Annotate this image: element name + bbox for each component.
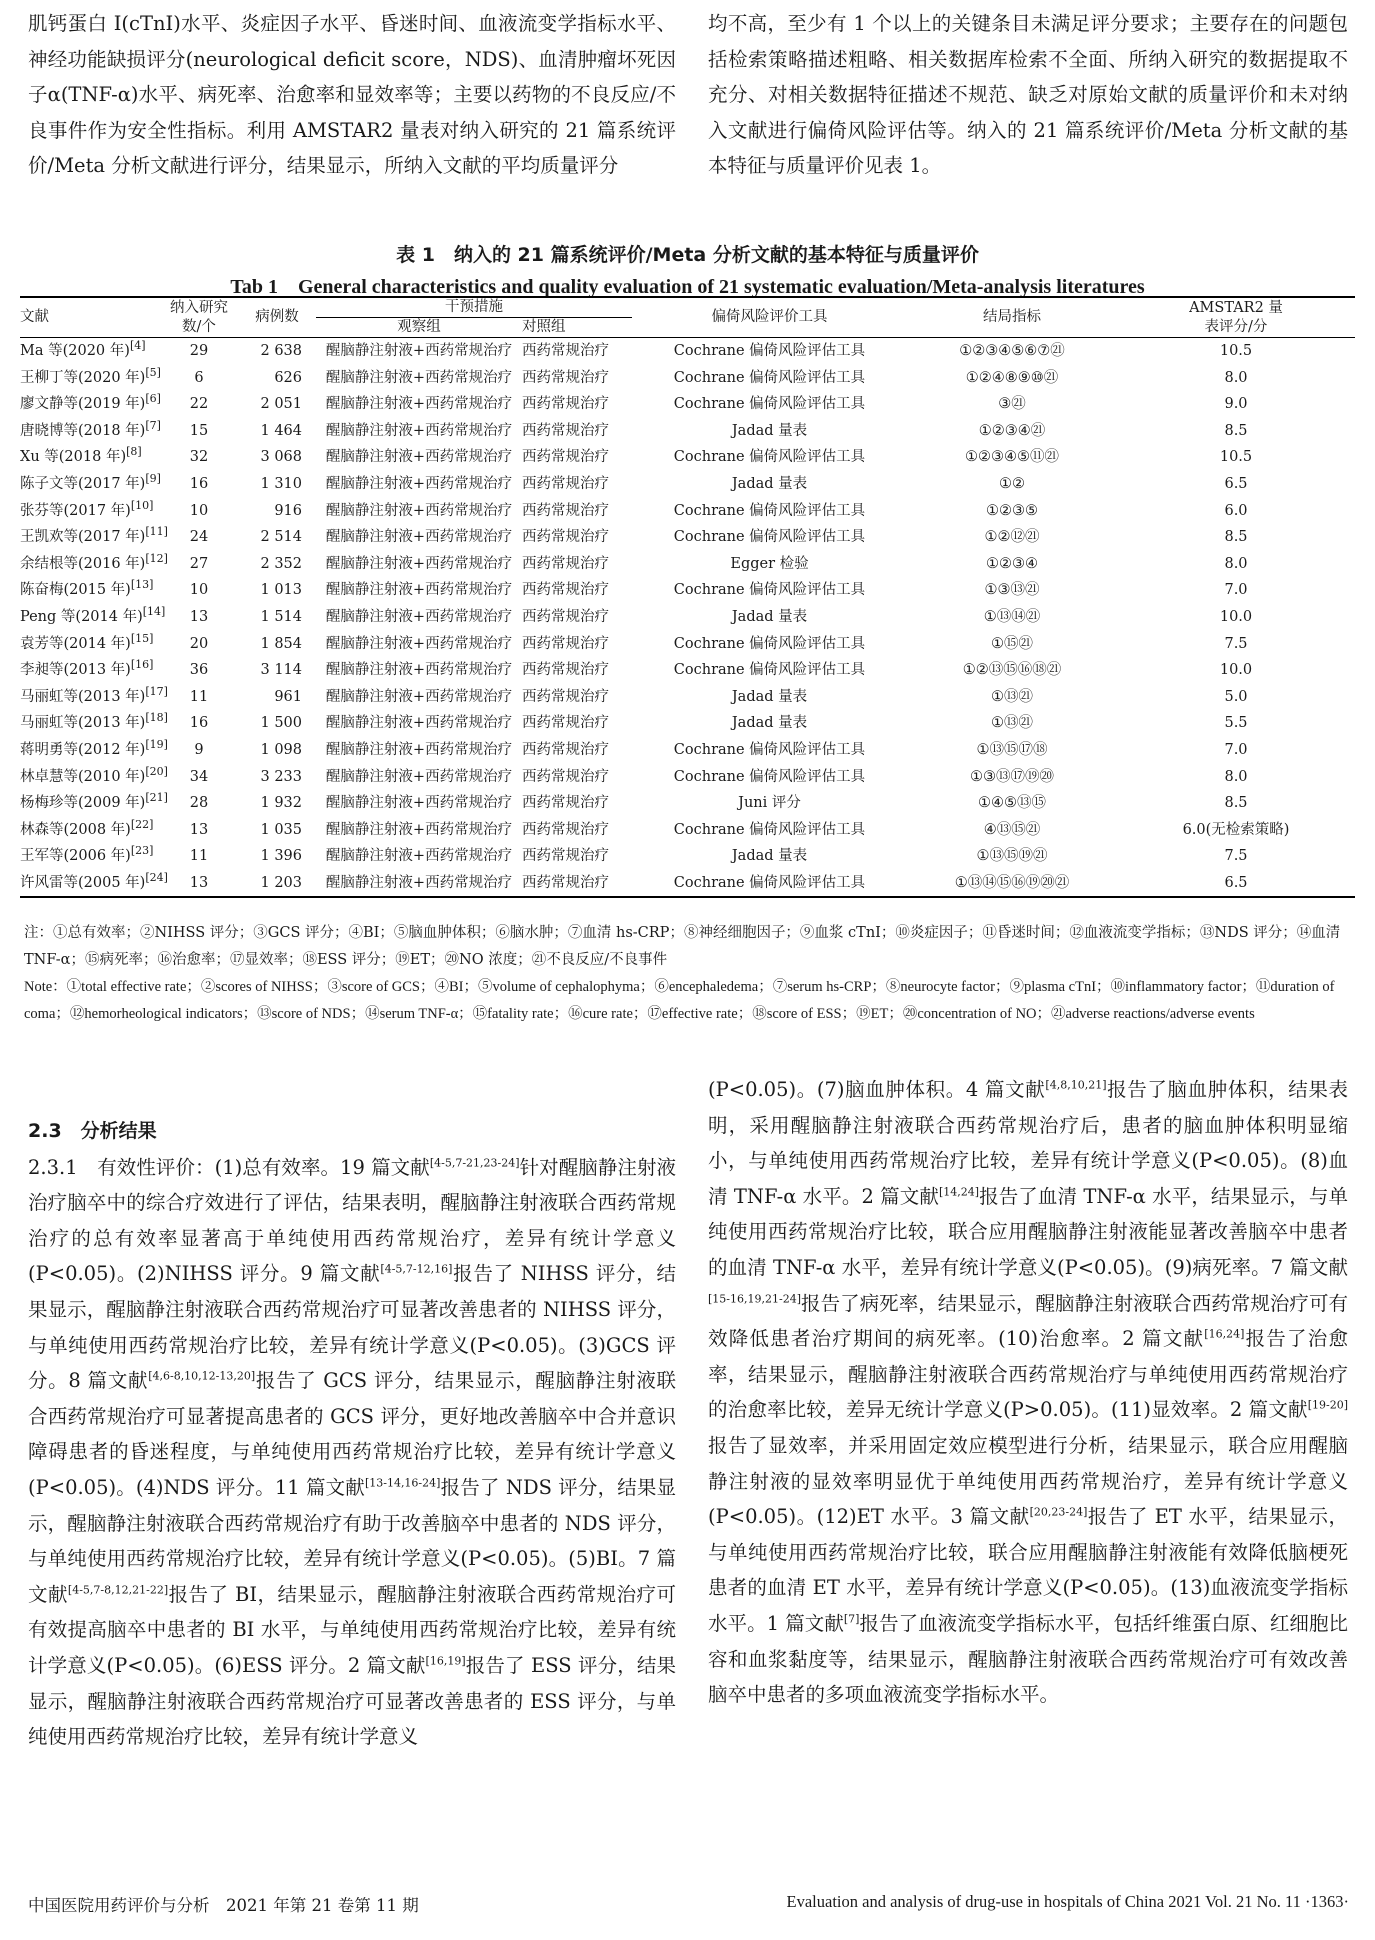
cell-tool: Cochrane 偏倚风险评估工具 bbox=[673, 369, 866, 386]
cell-tool: Egger 检验 bbox=[730, 555, 809, 572]
cell-outcome: ①②③④㉑ bbox=[978, 422, 1046, 439]
table-notes bbox=[24, 920, 1354, 1028]
table-row bbox=[20, 551, 1355, 578]
cell-n: 11 bbox=[189, 688, 209, 705]
cell-outcome: ①⑬⑭㉑ bbox=[983, 608, 1041, 625]
cell-outcome: ①⑬㉑ bbox=[991, 688, 1033, 705]
cell-tool: Jadad 量表 bbox=[731, 422, 808, 439]
cell-lit: 马丽虹等(2013 年)[17] bbox=[20, 684, 168, 705]
characteristics-table bbox=[20, 296, 1355, 898]
cell-cases: 2 051 bbox=[260, 396, 302, 413]
cell-cases: 3 114 bbox=[260, 662, 302, 679]
table-row bbox=[20, 657, 1355, 684]
cell-ctrl: 西药常规治疗 bbox=[522, 635, 609, 652]
header-intervention: 干预措施 bbox=[316, 297, 632, 318]
table-row bbox=[20, 870, 1355, 898]
cell-lit: 杨梅珍等(2009 年)[21] bbox=[20, 791, 168, 812]
cell-ctrl: 西药常规治疗 bbox=[522, 821, 609, 838]
cell-lit: 陈奋梅(2015 年)[13] bbox=[20, 578, 154, 599]
cell-obs: 醒脑静注射液+西药常规治疗 bbox=[325, 795, 513, 812]
table-row bbox=[20, 418, 1355, 445]
table-row bbox=[20, 471, 1355, 498]
cell-score: 7.0 bbox=[1224, 741, 1248, 758]
header-amstar: AMSTAR2 量 表评分/分 bbox=[1117, 297, 1355, 338]
cell-outcome: ①②④⑧⑨⑩㉑ bbox=[965, 369, 1059, 386]
header-study-count: 纳入研究 数/个 bbox=[160, 297, 238, 338]
cell-outcome: ①③⑬⑰⑲⑳ bbox=[970, 768, 1054, 785]
table-row bbox=[20, 498, 1355, 525]
cell-outcome: ①②③④⑤⑪㉑ bbox=[965, 449, 1059, 466]
table-row bbox=[20, 631, 1355, 658]
cell-cases: 1 310 bbox=[260, 475, 302, 492]
paragraph: (P<0.05)。(7)脑血肿体积。4 篇文献[4,8,10,21]报告了脑血肿体积，结果表明，采用醒脑静注射液联合西药常规治疗后，患者的脑血肿体积明显缩小，与单纯使用西药常规治疗比较，差异有统计学意义(P<0.05)。(8)血清 TNF-α 水平。2 篇文献[14,24]报告了血清 TNF-α 水平，结果显示，与单纯使用西药常规治疗比较，联合应用醒脑静注射液能显著改善脑卒中患者的血清 TNF-α 水平，差异有统计学意义(P<0.05)。(9)病死率。7 篇文献[15-16,19,21-24]报告了病死率，结果显示，醒脑静注射液联合西药常规治疗可有效降低患者治疗期间的病死率。(10)治愈率。2 篇文献[16,24]报告了治愈率，结果显示，醒脑静注射液联合西药常规治疗与单纯使用西药常规治疗的治愈率比较，差异无统计学意义(P>0.05)。(11)显效率。2 篇文献[19-20]报告了显效率，并采用固定效应模型进行分析，结果显示，联合应用醒脑静注射液的显效率明显优于单纯使用西药常规治疗，差异有统计学意义(P<0.05)。(12)ET 水平。3 篇文献[20,23-24]报告了 ET 水平，结果显示，与单纯使用西药常规治疗比较，联合应用醒脑静注射液能有效降低脑梗死患者的血清 ET 水平，差异有统计学意义(P<0.05)。(13)血液流变学指标水平。1 篇文献[7]报告了血液流变学指标水平，包括纤维蛋白原、红细胞比容和血浆黏度等，结果显示，醒脑静注射液联合西药常规治疗可有效改善脑卒中患者的多项血液流变学指标水平。 bbox=[708, 1078, 1348, 1707]
cell-obs: 醒脑静注射液+西药常规治疗 bbox=[325, 529, 513, 546]
cell-obs: 醒脑静注射液+西药常规治疗 bbox=[316, 870, 522, 898]
cell-outcome: ①⑬⑭⑮⑯⑲⑳㉑ bbox=[907, 870, 1117, 898]
table-row bbox=[20, 365, 1355, 392]
cell-lit: 王军等(2006 年)[23] bbox=[20, 844, 154, 865]
journal-footer: 中国医院用药评价与分析 2021 年第 21 卷第 11 期 bbox=[28, 1896, 419, 1915]
cell-cases: 1 203 bbox=[238, 870, 316, 898]
cell-tool: Cochrane 偏倚风险评估工具 bbox=[673, 529, 866, 546]
cell-obs: 醒脑静注射液+西药常规治疗 bbox=[325, 343, 513, 359]
cell-obs: 醒脑静注射液+西药常规治疗 bbox=[325, 396, 513, 413]
paragraph: 2.3.1 有效性评价：(1)总有效率。19 篇文献[4-5,7-21,23-24]针对醒脑静注射液治疗脑卒中的综合疗效进行了评估，结果表明，醒脑静注射液联合西药常规治疗的总有效率显著高于单纯使用西药常规治疗，差异有统计学意义(P<0.05)。(2)NIHSS 评分。9 篇文献[4-5,7-12,16]报告了 NIHSS 评分，结果显示，醒脑静注射液联合西药常规治疗可显著改善患者的 NIHSS 评分，与单纯使用西药常规治疗比较，差异有统计学意义(P<0.05)。(3)GCS 评分。8 篇文献[4,6-8,10,12-13,20]报告了 GCS 评分，结果显示，醒脑静注射液联合西药常规治疗可显著提高患者的 GCS 评分，更好地改善脑卒中合并意识障碍患者的昏迷程度，与单纯使用西药常规治疗比较，差异有统计学意义(P<0.05)。(4)NDS 评分。11 篇文献[13-14,16-24]报告了 NDS 评分，结果显示，醒脑静注射液联合西药常规治疗有助于改善脑卒中患者的 NDS 评分，与单纯使用西药常规治疗比较，差异有统计学意义(P<0.05)。(5)BI。7 篇文献[4-5,7-8,12,21-22]报告了 BI，结果显示，醒脑静注射液联合西药常规治疗可有效提高脑卒中患者的 BI 水平，与单纯使用西药常规治疗比较，差异有统计学意义(P<0.05)。(6)ESS 评分。2 篇文献[16,19]报告了 ESS 评分，结果显示，醒脑静注射液联合西药常规治疗可显著改善患者的 ESS 评分，与单纯使用西药常规治疗比较，差异有统计学意义 bbox=[28, 1155, 677, 1749]
table-title-en: Tab 1 General characteristics and quality evaluation of 21 systematic evaluation/Meta-analysis literatures bbox=[230, 276, 1145, 298]
cell-tool: Cochrane 偏倚风险评估工具 bbox=[673, 635, 866, 652]
results-text-right bbox=[708, 1072, 1348, 1713]
cell-outcome: ④⑬⑮㉑ bbox=[983, 821, 1041, 838]
cell-ctrl: 西药常规治疗 bbox=[522, 741, 609, 758]
cell-lit: 陈子文等(2017 年)[9] bbox=[20, 472, 161, 492]
cell-ctrl: 西药常规治疗 bbox=[522, 422, 609, 439]
cell-n: 20 bbox=[189, 635, 209, 652]
cell-n: 10 bbox=[189, 582, 209, 599]
cell-score: 6.0(无检索策略) bbox=[1182, 821, 1290, 838]
cell-tool: Cochrane 偏倚风险评估工具 bbox=[673, 582, 866, 599]
cell-n: 28 bbox=[189, 795, 209, 812]
cell-n: 13 bbox=[189, 821, 209, 838]
table-row bbox=[20, 790, 1355, 817]
cell-cases: 1 013 bbox=[260, 582, 302, 599]
cell-cases: 1 035 bbox=[260, 821, 302, 838]
cell-outcome: ①②③④⑤⑥⑦㉑ bbox=[959, 343, 1065, 359]
cell-score: 10.0 bbox=[1219, 662, 1253, 679]
cell-score: 7.5 bbox=[1224, 635, 1248, 652]
cell-cases: 2 514 bbox=[260, 529, 302, 546]
cell-tool: Jadad 量表 bbox=[731, 848, 808, 865]
cell-ctrl: 西药常规治疗 bbox=[522, 369, 609, 386]
cell-cases: 1 854 bbox=[260, 635, 302, 652]
cell-score: 9.0 bbox=[1224, 396, 1248, 413]
cell-lit: Xu 等(2018 年)[8] bbox=[20, 445, 142, 466]
cell-n: 9 bbox=[194, 741, 204, 758]
cell-tool: Cochrane 偏倚风险评估工具 bbox=[673, 768, 866, 785]
cell-obs: 醒脑静注射液+西药常规治疗 bbox=[325, 821, 513, 838]
cell-score: 6.5 bbox=[1224, 475, 1248, 492]
cell-outcome: ①②⑫㉑ bbox=[984, 529, 1040, 546]
cell-outcome: ①②③⑤ bbox=[986, 502, 1038, 519]
cell-lit: 王凯欢等(2017 年)[11] bbox=[20, 525, 168, 546]
cell-n: 11 bbox=[189, 848, 209, 865]
cell-ctrl: 西药常规治疗 bbox=[522, 848, 609, 865]
cell-obs: 醒脑静注射液+西药常规治疗 bbox=[325, 582, 513, 599]
note-en: Note：①total effective rate；②scores of NIHSS；③score of GCS；④BI；⑤volume of cephalophyma；⑥encephaledema；⑦serum hs-CRP；⑧neurocyte factor；⑨plasma cTnI；⑩inflammatory factor；⑪duration of coma；⑫hemorheological indicators；⑬score of NDS；⑭serum TNF-α；⑮fatality rate；⑯cure rate；⑰effective rate；⑱score of ESS；⑲ET；⑳concentration of NO；㉑adverse reactions/adverse events bbox=[24, 979, 1335, 1022]
cell-n: 13 bbox=[189, 608, 209, 625]
cell-ctrl: 西药常规治疗 bbox=[522, 768, 609, 785]
table-row bbox=[20, 577, 1355, 604]
cell-tool: Juni 评分 bbox=[738, 795, 801, 812]
cell-tool: Cochrane 偏倚风险评估工具 bbox=[673, 343, 866, 359]
cell-ctrl: 西药常规治疗 bbox=[522, 396, 609, 413]
cell-ctrl: 西药常规治疗 bbox=[522, 555, 609, 572]
cell-lit: 廖文静等(2019 年)[6] bbox=[20, 392, 161, 413]
cell-score: 8.5 bbox=[1224, 529, 1248, 546]
cell-outcome: ①③⑬㉑ bbox=[984, 582, 1040, 599]
cell-n: 10 bbox=[189, 502, 209, 519]
cell-score: 7.5 bbox=[1224, 848, 1248, 865]
cell-obs: 醒脑静注射液+西药常规治疗 bbox=[325, 768, 513, 785]
cell-outcome: ①②③④ bbox=[986, 555, 1038, 572]
cell-lit: 林卓慧等(2010 年)[20] bbox=[20, 764, 168, 785]
cell-tool: Cochrane 偏倚风险评估工具 bbox=[673, 502, 866, 519]
cell-obs: 醒脑静注射液+西药常规治疗 bbox=[325, 555, 513, 572]
cell-score: 5.5 bbox=[1224, 715, 1248, 732]
cell-cases: 3 233 bbox=[260, 768, 302, 785]
header-bias-tool: 偏倚风险评价工具 bbox=[632, 297, 907, 338]
cell-score: 8.5 bbox=[1224, 795, 1248, 812]
cell-obs: 醒脑静注射液+西药常规治疗 bbox=[325, 422, 513, 439]
table-row bbox=[20, 710, 1355, 737]
cell-n: 16 bbox=[189, 475, 209, 492]
cell-n: 15 bbox=[189, 422, 209, 439]
cell-n: 22 bbox=[189, 396, 209, 413]
cell-tool: Jadad 量表 bbox=[731, 608, 808, 625]
cell-n: 36 bbox=[189, 662, 209, 679]
cell-obs: 醒脑静注射液+西药常规治疗 bbox=[325, 475, 513, 492]
cell-lit: 蒋明勇等(2012 年)[19] bbox=[20, 738, 168, 758]
cell-ctrl: 西药常规治疗 bbox=[522, 449, 609, 466]
header-observation: 观察组 bbox=[316, 318, 522, 338]
cell-tool: Cochrane 偏倚风险评估工具 bbox=[673, 821, 866, 838]
paragraph: 均不高，至少有 1 个以上的关键条目未满足评分要求；主要存在的问题包括检索策略描述粗略、相关数据库检索不全面、所纳入研究的数据提取不充分、对相关数据特征描述不规范、缺乏对原始文献的质量评价和未对纳入文献进行偏倚风险评估等。纳入的 21 篇系统评价/Meta 分析文献的基本特征与质量评价见表 1。 bbox=[708, 12, 1348, 178]
cell-outcome: ①②⑬⑮⑯⑱㉑ bbox=[962, 662, 1062, 679]
cell-obs: 醒脑静注射液+西药常规治疗 bbox=[325, 608, 513, 625]
cell-cases: 2 638 bbox=[260, 343, 302, 359]
cell-score: 8.0 bbox=[1224, 369, 1248, 386]
cell-tool: Jadad 量表 bbox=[731, 715, 808, 732]
cell-ctrl: 西药常规治疗 bbox=[522, 795, 609, 812]
cell-cases: 916 bbox=[274, 502, 302, 519]
cell-outcome: ①⑮㉑ bbox=[991, 635, 1033, 652]
cell-obs: 醒脑静注射液+西药常规治疗 bbox=[325, 662, 513, 679]
table-row bbox=[20, 684, 1355, 711]
intro-text-left bbox=[28, 6, 676, 184]
header-literature: 文献 bbox=[20, 297, 160, 338]
paragraph: 肌钙蛋白 I(cTnI)水平、炎症因子水平、昏迷时间、血液流变学指标水平、神经功能缺损评分(neurological deficit score，NDS)、血清肿瘤坏死因子α(TNF-α)水平、病死率、治愈率和显效率等；主要以药物的不良反应/不良事件作为安全性指标。利用 AMSTAR2 量表对纳入研究的 21 篇系统评价/Meta 分析文献进行评分，结果显示，所纳入文献的平均质量评分 bbox=[28, 12, 676, 178]
cell-lit: 唐晓博等(2018 年)[7] bbox=[20, 418, 161, 439]
cell-obs: 醒脑静注射液+西药常规治疗 bbox=[325, 449, 513, 466]
header-control: 对照组 bbox=[522, 318, 632, 338]
page-footer: Evaluation and analysis of drug-use in hospitals of China 2021 Vol. 21 No. 11 ·1363· bbox=[786, 1892, 1349, 1911]
cell-lit: 李昶等(2013 年)[16] bbox=[20, 658, 154, 679]
cell-cases: 1 500 bbox=[260, 715, 302, 732]
cell-obs: 醒脑静注射液+西药常规治疗 bbox=[325, 688, 513, 705]
cell-outcome: ①⑬㉑ bbox=[991, 715, 1033, 732]
cell-n: 24 bbox=[189, 529, 209, 546]
cell-score: 7.0 bbox=[1224, 582, 1248, 599]
cell-score: 10.0 bbox=[1219, 608, 1253, 625]
cell-ctrl: 西药常规治疗 bbox=[522, 529, 609, 546]
cell-obs: 醒脑静注射液+西药常规治疗 bbox=[325, 848, 513, 865]
cell-n: 13 bbox=[160, 870, 238, 898]
cell-lit: 余结根等(2016 年)[12] bbox=[20, 551, 168, 572]
table-row bbox=[20, 391, 1355, 418]
table-row bbox=[20, 338, 1355, 365]
results-text-left bbox=[28, 1114, 676, 1755]
cell-obs: 醒脑静注射液+西药常规治疗 bbox=[325, 369, 513, 386]
cell-lit: 马丽虹等(2013 年)[18] bbox=[20, 711, 168, 732]
cell-tool: Cochrane 偏倚风险评估工具 bbox=[673, 741, 866, 758]
cell-ctrl: 西药常规治疗 bbox=[522, 715, 609, 732]
cell-ctrl: 西药常规治疗 bbox=[522, 688, 609, 705]
cell-obs: 醒脑静注射液+西药常规治疗 bbox=[325, 715, 513, 732]
cell-cases: 1 932 bbox=[260, 795, 302, 812]
cell-lit: Ma 等(2020 年)[4] bbox=[20, 339, 146, 359]
cell-score: 10.5 bbox=[1219, 449, 1253, 466]
cell-tool: Cochrane 偏倚风险评估工具 bbox=[673, 449, 866, 466]
cell-lit: 袁芳等(2014 年)[15] bbox=[20, 631, 154, 652]
cell-cases: 1 396 bbox=[260, 848, 302, 865]
cell-n: 32 bbox=[189, 449, 209, 466]
cell-obs: 醒脑静注射液+西药常规治疗 bbox=[325, 502, 513, 519]
cell-score: 8.0 bbox=[1224, 768, 1248, 785]
cell-score: 8.5 bbox=[1224, 422, 1248, 439]
cell-score: 8.0 bbox=[1224, 555, 1248, 572]
note-cn: 注：①总有效率；②NIHSS 评分；③GCS 评分；④BI；⑤脑血肿体积；⑥脑水肿；⑦血清 hs-CRP；⑧神经细胞因子；⑨血浆 cTnI；⑩炎症因子；⑪昏迷时间；⑫血液流变学指标；⑬NDS 评分；⑭血清 TNF-α；⑮病死率；⑯治愈率；⑰显效率；⑱ESS 评分；⑲ET；⑳NO 浓度；㉑不良反应/不良事件 bbox=[24, 925, 1341, 968]
cell-cases: 1 464 bbox=[260, 422, 302, 439]
table-row bbox=[20, 764, 1355, 791]
cell-ctrl: 西药常规治疗 bbox=[522, 343, 609, 359]
cell-score: 6.0 bbox=[1224, 502, 1248, 519]
cell-cases: 961 bbox=[274, 688, 302, 705]
cell-n: 6 bbox=[194, 369, 204, 386]
cell-lit: 林森等(2008 年)[22] bbox=[20, 817, 154, 838]
cell-ctrl: 西药常规治疗 bbox=[522, 870, 632, 898]
cell-outcome: ①⑬⑮⑰⑱ bbox=[976, 741, 1048, 758]
cell-cases: 626 bbox=[274, 369, 302, 386]
cell-score: 5.0 bbox=[1224, 688, 1248, 705]
cell-ctrl: 西药常规治疗 bbox=[522, 582, 609, 599]
table-row bbox=[20, 524, 1355, 551]
table-row bbox=[20, 817, 1355, 844]
cell-tool: Jadad 量表 bbox=[731, 688, 808, 705]
cell-n: 16 bbox=[189, 715, 209, 732]
cell-tool: Cochrane 偏倚风险评估工具 bbox=[673, 396, 866, 413]
cell-outcome: ①④⑤⑬⑮ bbox=[978, 795, 1046, 812]
cell-outcome: ③㉑ bbox=[998, 396, 1026, 413]
cell-lit: 王柳丁等(2020 年)[5] bbox=[20, 365, 161, 386]
table-title-cn: 表 1 纳入的 21 篇系统评价/Meta 分析文献的基本特征与质量评价 bbox=[396, 244, 979, 266]
cell-ctrl: 西药常规治疗 bbox=[522, 502, 609, 519]
cell-outcome: ①② bbox=[999, 475, 1025, 492]
cell-cases: 3 068 bbox=[260, 449, 302, 466]
table-row bbox=[20, 737, 1355, 764]
cell-ctrl: 西药常规治疗 bbox=[522, 662, 609, 679]
cell-lit: 张芬等(2017 年)[10] bbox=[20, 498, 154, 519]
header-cases: 病例数 bbox=[238, 297, 316, 338]
cell-score: 6.5 bbox=[1117, 870, 1355, 898]
section-heading: 2.3 分析结果 bbox=[28, 1120, 157, 1142]
table-row bbox=[20, 843, 1355, 870]
cell-cases: 1 098 bbox=[260, 741, 302, 758]
cell-n: 34 bbox=[189, 768, 209, 785]
cell-obs: 醒脑静注射液+西药常规治疗 bbox=[325, 741, 513, 758]
cell-n: 27 bbox=[189, 555, 209, 572]
cell-cases: 2 352 bbox=[260, 555, 302, 572]
cell-tool: Cochrane 偏倚风险评估工具 bbox=[673, 662, 866, 679]
cell-lit: Peng 等(2014 年)[14] bbox=[20, 605, 166, 625]
cell-ctrl: 西药常规治疗 bbox=[522, 475, 609, 492]
header-outcome: 结局指标 bbox=[907, 297, 1117, 338]
cell-obs: 醒脑静注射液+西药常规治疗 bbox=[325, 635, 513, 652]
cell-ctrl: 西药常规治疗 bbox=[522, 608, 609, 625]
table-row bbox=[20, 444, 1355, 471]
table-row bbox=[20, 604, 1355, 631]
intro-text-right bbox=[708, 6, 1348, 184]
cell-n: 29 bbox=[189, 343, 209, 359]
cell-outcome: ①⑬⑮⑲㉑ bbox=[976, 848, 1048, 865]
cell-tool: Jadad 量表 bbox=[731, 475, 808, 492]
cell-score: 10.5 bbox=[1219, 343, 1253, 359]
cell-lit: 许风雷等(2005 年)[24] bbox=[20, 870, 160, 898]
cell-cases: 1 514 bbox=[260, 608, 302, 625]
cell-tool: Cochrane 偏倚风险评估工具 bbox=[632, 870, 907, 898]
